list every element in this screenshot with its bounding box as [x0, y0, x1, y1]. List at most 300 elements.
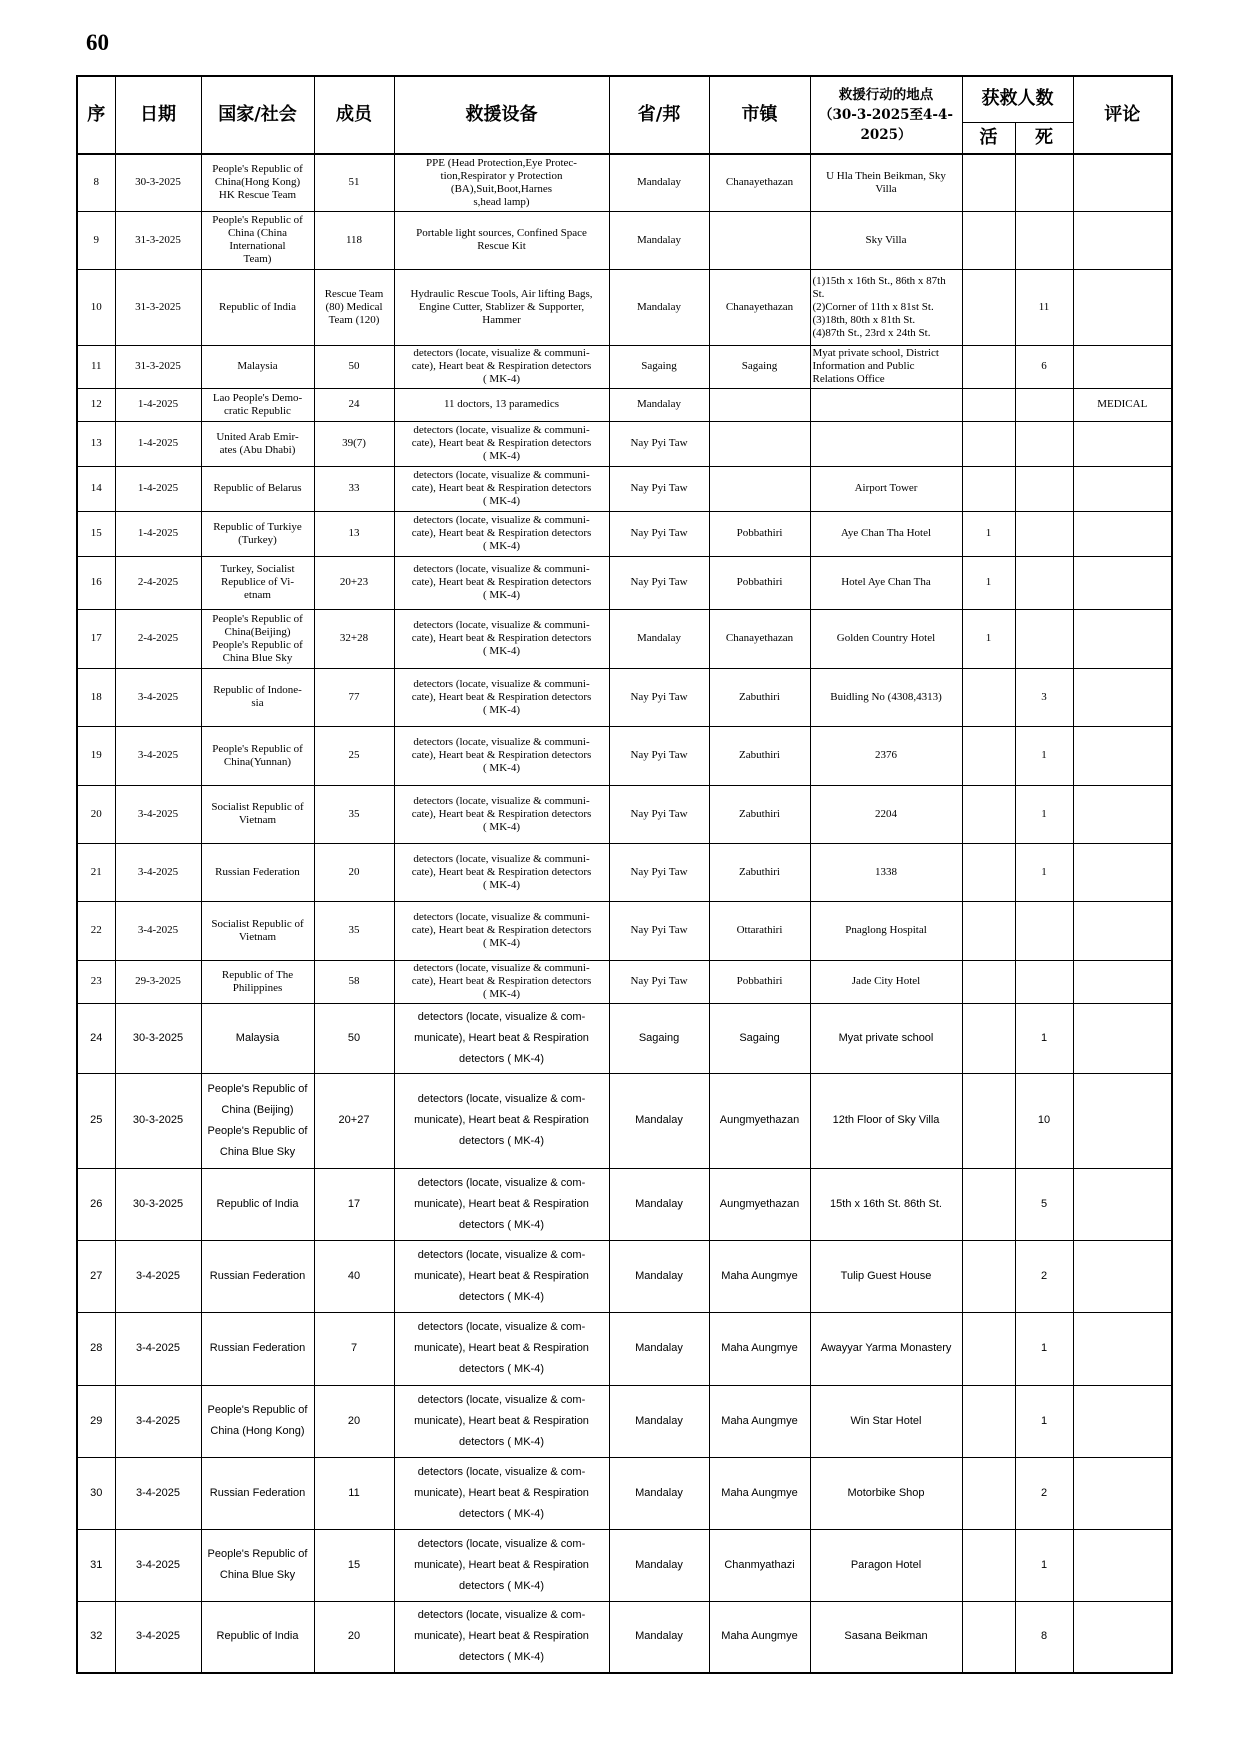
- table-row: [77, 1529, 1172, 1601]
- alive-cell: [962, 668, 1015, 726]
- location-cell: Myat private school: [810, 1003, 962, 1073]
- province-cell: Nay Pyi Taw: [609, 668, 709, 726]
- equipment-cell: detectors (locate, visualize & communi- cate), Heart beat & Respiration detectors ( MK-4): [394, 345, 609, 388]
- members-cell: 25: [314, 726, 394, 785]
- town-cell: Maha Aungmye: [709, 1312, 810, 1385]
- town-cell: Ottarathiri: [709, 901, 810, 960]
- table-row: [77, 1312, 1172, 1385]
- town-cell: Chanayethazan: [709, 269, 810, 345]
- remarks-cell: [1073, 726, 1172, 785]
- town-cell: Aungmyethazan: [709, 1073, 810, 1168]
- remarks-cell: [1073, 345, 1172, 388]
- table-row: [77, 154, 1172, 211]
- members-cell: 50: [314, 345, 394, 388]
- country-cell: Russian Federation: [201, 1457, 314, 1529]
- province-cell: Sagaing: [609, 345, 709, 388]
- province-cell: Mandalay: [609, 1529, 709, 1601]
- header-seq: 序: [77, 76, 115, 154]
- remarks-cell: [1073, 1312, 1172, 1385]
- seq-cell: 28: [77, 1312, 115, 1385]
- table-row: [77, 1240, 1172, 1312]
- remarks-cell: MEDICAL: [1073, 388, 1172, 421]
- date-cell: 1-4-2025: [115, 421, 201, 466]
- country-cell: United Arab Emir- ates (Abu Dhabi): [201, 421, 314, 466]
- town-cell: Pobbathiri: [709, 511, 810, 556]
- equipment-cell: detectors (locate, visualize & communi- cate), Heart beat & Respiration detectors ( MK-4): [394, 511, 609, 556]
- town-cell: Chanmyathazi: [709, 1529, 810, 1601]
- table-row: [77, 388, 1172, 421]
- equipment-cell: detectors (locate, visualize & communi- cate), Heart beat & Respiration detectors ( MK-4): [394, 960, 609, 1003]
- table-row: [77, 1168, 1172, 1240]
- country-cell: People's Republic of China (China International Team): [201, 211, 314, 269]
- date-cell: 2-4-2025: [115, 609, 201, 668]
- dead-cell: [1015, 609, 1073, 668]
- date-cell: 31-3-2025: [115, 211, 201, 269]
- date-cell: 3-4-2025: [115, 785, 201, 843]
- members-cell: 7: [314, 1312, 394, 1385]
- country-cell: People's Republic of China(Yunnan): [201, 726, 314, 785]
- province-cell: Nay Pyi Taw: [609, 785, 709, 843]
- header-country: 国家/社会: [201, 76, 314, 154]
- date-cell: 30-3-2025: [115, 1003, 201, 1073]
- members-cell: 11: [314, 1457, 394, 1529]
- country-cell: Turkey, Socialist Republice of Vi- etnam: [201, 556, 314, 609]
- members-cell: 77: [314, 668, 394, 726]
- remarks-cell: [1073, 609, 1172, 668]
- equipment-cell: PPE (Head Protection,Eye Protec- tion,Respirator y Protection (BA),Suit,Boot,Harnes s,head lamp): [394, 154, 609, 211]
- seq-cell: 20: [77, 785, 115, 843]
- location-cell: 12th Floor of Sky Villa: [810, 1073, 962, 1168]
- equipment-cell: detectors (locate, visualize & com- municate), Heart beat & Respiration detectors ( MK-4): [394, 1529, 609, 1601]
- equipment-cell: detectors (locate, visualize & communi- cate), Heart beat & Respiration detectors ( MK-4): [394, 668, 609, 726]
- alive-cell: [962, 1168, 1015, 1240]
- location-cell: Airport Tower: [810, 466, 962, 511]
- header-province: 省/邦: [609, 76, 709, 154]
- table-row: [77, 466, 1172, 511]
- country-cell: Lao People's Demo- cratic Republic: [201, 388, 314, 421]
- alive-cell: [962, 843, 1015, 901]
- dead-cell: [1015, 421, 1073, 466]
- equipment-cell: detectors (locate, visualize & communi- cate), Heart beat & Respiration detectors ( MK-4): [394, 843, 609, 901]
- members-cell: 50: [314, 1003, 394, 1073]
- equipment-cell: detectors (locate, visualize & com- municate), Heart beat & Respiration detectors ( MK-4): [394, 1240, 609, 1312]
- members-cell: 20: [314, 843, 394, 901]
- equipment-cell: detectors (locate, visualize & communi- cate), Heart beat & Respiration detectors ( MK-4): [394, 466, 609, 511]
- province-cell: Nay Pyi Taw: [609, 843, 709, 901]
- table-row: [77, 1073, 1172, 1168]
- province-cell: Nay Pyi Taw: [609, 421, 709, 466]
- dead-cell: [1015, 511, 1073, 556]
- town-cell: Pobbathiri: [709, 960, 810, 1003]
- location-cell: 15th x 16th St. 86th St.: [810, 1168, 962, 1240]
- location-cell: Awayyar Yarma Monastery: [810, 1312, 962, 1385]
- equipment-cell: detectors (locate, visualize & communi- cate), Heart beat & Respiration detectors ( MK-4): [394, 421, 609, 466]
- remarks-cell: [1073, 511, 1172, 556]
- members-cell: 20+27: [314, 1073, 394, 1168]
- country-cell: Russian Federation: [201, 1312, 314, 1385]
- remarks-cell: [1073, 1385, 1172, 1457]
- members-cell: Rescue Team (80) Medical Team (120): [314, 269, 394, 345]
- location-cell: [810, 421, 962, 466]
- remarks-cell: [1073, 421, 1172, 466]
- seq-cell: 19: [77, 726, 115, 785]
- seq-cell: 14: [77, 466, 115, 511]
- country-cell: Republic of Belarus: [201, 466, 314, 511]
- remarks-cell: [1073, 1168, 1172, 1240]
- members-cell: 58: [314, 960, 394, 1003]
- country-cell: People's Republic of China(Hong Kong) HK Rescue Team: [201, 154, 314, 211]
- table-row: [77, 668, 1172, 726]
- location-cell: Aye Chan Tha Hotel: [810, 511, 962, 556]
- town-cell: [709, 421, 810, 466]
- remarks-cell: [1073, 668, 1172, 726]
- seq-cell: 24: [77, 1003, 115, 1073]
- equipment-cell: detectors (locate, visualize & com- municate), Heart beat & Respiration detectors ( MK-4): [394, 1385, 609, 1457]
- table-row: [77, 785, 1172, 843]
- dead-cell: [1015, 388, 1073, 421]
- location-cell: Jade City Hotel: [810, 960, 962, 1003]
- remarks-cell: [1073, 960, 1172, 1003]
- date-cell: 31-3-2025: [115, 269, 201, 345]
- country-cell: Russian Federation: [201, 843, 314, 901]
- country-cell: Socialist Republic of Vietnam: [201, 901, 314, 960]
- table-row: [77, 269, 1172, 345]
- date-cell: 3-4-2025: [115, 1601, 201, 1673]
- seq-cell: 32: [77, 1601, 115, 1673]
- remarks-cell: [1073, 1601, 1172, 1673]
- members-cell: 33: [314, 466, 394, 511]
- alive-cell: 1: [962, 511, 1015, 556]
- remarks-cell: [1073, 154, 1172, 211]
- equipment-cell: detectors (locate, visualize & communi- cate), Heart beat & Respiration detectors ( MK-4): [394, 726, 609, 785]
- remarks-cell: [1073, 466, 1172, 511]
- seq-cell: 23: [77, 960, 115, 1003]
- members-cell: 15: [314, 1529, 394, 1601]
- dead-cell: 2: [1015, 1240, 1073, 1312]
- header-members: 成员: [314, 76, 394, 154]
- date-cell: 30-3-2025: [115, 1073, 201, 1168]
- date-cell: 3-4-2025: [115, 1240, 201, 1312]
- location-cell: Hotel Aye Chan Tha: [810, 556, 962, 609]
- town-cell: Chanayethazan: [709, 609, 810, 668]
- members-cell: 20+23: [314, 556, 394, 609]
- dead-cell: [1015, 466, 1073, 511]
- location-cell: Buidling No (4308,4313): [810, 668, 962, 726]
- alive-cell: [962, 1385, 1015, 1457]
- seq-cell: 10: [77, 269, 115, 345]
- alive-cell: [962, 1240, 1015, 1312]
- country-cell: People's Republic of China(Beijing) People's Republic of China Blue Sky: [201, 609, 314, 668]
- country-cell: Republic of Indone- sia: [201, 668, 314, 726]
- equipment-cell: detectors (locate, visualize & communi- cate), Heart beat & Respiration detectors ( MK-4): [394, 785, 609, 843]
- alive-cell: [962, 1529, 1015, 1601]
- alive-cell: [962, 345, 1015, 388]
- members-cell: 17: [314, 1168, 394, 1240]
- page-number: 60: [86, 30, 109, 55]
- equipment-cell: detectors (locate, visualize & com- municate), Heart beat & Respiration detectors ( MK-4): [394, 1457, 609, 1529]
- alive-cell: [962, 901, 1015, 960]
- table-row: [77, 960, 1172, 1003]
- equipment-cell: detectors (locate, visualize & communi- cate), Heart beat & Respiration detectors ( MK-4): [394, 556, 609, 609]
- dead-cell: 6: [1015, 345, 1073, 388]
- seq-cell: 8: [77, 154, 115, 211]
- dead-cell: 2: [1015, 1457, 1073, 1529]
- table-row: [77, 511, 1172, 556]
- alive-cell: [962, 421, 1015, 466]
- dead-cell: [1015, 154, 1073, 211]
- dead-cell: 1: [1015, 1312, 1073, 1385]
- table-row: [77, 556, 1172, 609]
- seq-cell: 15: [77, 511, 115, 556]
- province-cell: Mandalay: [609, 1168, 709, 1240]
- members-cell: 39(7): [314, 421, 394, 466]
- province-cell: Nay Pyi Taw: [609, 960, 709, 1003]
- province-cell: Mandalay: [609, 1385, 709, 1457]
- dead-cell: 1: [1015, 1003, 1073, 1073]
- alive-cell: [962, 960, 1015, 1003]
- town-cell: Maha Aungmye: [709, 1240, 810, 1312]
- equipment-cell: detectors (locate, visualize & com- municate), Heart beat & Respiration detectors ( MK-4): [394, 1168, 609, 1240]
- country-cell: Republic of India: [201, 1601, 314, 1673]
- country-cell: Malaysia: [201, 1003, 314, 1073]
- dead-cell: 1: [1015, 785, 1073, 843]
- date-cell: 3-4-2025: [115, 901, 201, 960]
- seq-cell: 17: [77, 609, 115, 668]
- date-cell: 3-4-2025: [115, 1529, 201, 1601]
- country-cell: Malaysia: [201, 345, 314, 388]
- town-cell: Sagaing: [709, 345, 810, 388]
- date-cell: 31-3-2025: [115, 345, 201, 388]
- location-cell: 2376: [810, 726, 962, 785]
- table-row: [77, 1385, 1172, 1457]
- seq-cell: 22: [77, 901, 115, 960]
- alive-cell: [962, 785, 1015, 843]
- dead-cell: 1: [1015, 726, 1073, 785]
- province-cell: Sagaing: [609, 1003, 709, 1073]
- remarks-cell: [1073, 901, 1172, 960]
- dead-cell: [1015, 211, 1073, 269]
- equipment-cell: Portable light sources, Confined Space Rescue Kit: [394, 211, 609, 269]
- table-row: [77, 1003, 1172, 1073]
- members-cell: 32+28: [314, 609, 394, 668]
- date-cell: 29-3-2025: [115, 960, 201, 1003]
- town-cell: [709, 388, 810, 421]
- location-cell: Motorbike Shop: [810, 1457, 962, 1529]
- town-cell: Chanayethazan: [709, 154, 810, 211]
- header-date: 日期: [115, 76, 201, 154]
- dead-cell: [1015, 556, 1073, 609]
- location-cell: Sasana Beikman: [810, 1601, 962, 1673]
- alive-cell: [962, 1601, 1015, 1673]
- province-cell: Mandalay: [609, 609, 709, 668]
- seq-cell: 25: [77, 1073, 115, 1168]
- date-cell: 3-4-2025: [115, 668, 201, 726]
- alive-cell: [962, 1312, 1015, 1385]
- header-town: 市镇: [709, 76, 810, 154]
- town-cell: Maha Aungmye: [709, 1457, 810, 1529]
- remarks-cell: [1073, 843, 1172, 901]
- date-cell: 3-4-2025: [115, 726, 201, 785]
- remarks-cell: [1073, 785, 1172, 843]
- dead-cell: 8: [1015, 1601, 1073, 1673]
- province-cell: Mandalay: [609, 269, 709, 345]
- table-header-row: [77, 76, 1172, 122]
- seq-cell: 21: [77, 843, 115, 901]
- members-cell: 118: [314, 211, 394, 269]
- table-row: [77, 421, 1172, 466]
- country-cell: People's Republic of China (Hong Kong): [201, 1385, 314, 1457]
- country-cell: Russian Federation: [201, 1240, 314, 1312]
- remarks-cell: [1073, 1003, 1172, 1073]
- alive-cell: [962, 154, 1015, 211]
- table-row: [77, 211, 1172, 269]
- dead-cell: 1: [1015, 1385, 1073, 1457]
- date-cell: 30-3-2025: [115, 1168, 201, 1240]
- table-row: [77, 345, 1172, 388]
- equipment-cell: detectors (locate, visualize & communi- cate), Heart beat & Respiration detectors ( MK-4): [394, 609, 609, 668]
- province-cell: Nay Pyi Taw: [609, 511, 709, 556]
- table-row: [77, 1457, 1172, 1529]
- province-cell: Nay Pyi Taw: [609, 466, 709, 511]
- date-cell: 3-4-2025: [115, 1457, 201, 1529]
- province-cell: Mandalay: [609, 154, 709, 211]
- date-cell: 1-4-2025: [115, 388, 201, 421]
- town-cell: [709, 211, 810, 269]
- country-cell: People's Republic of China (Beijing) People's Republic of China Blue Sky: [201, 1073, 314, 1168]
- province-cell: Mandalay: [609, 1240, 709, 1312]
- remarks-cell: [1073, 1529, 1172, 1601]
- members-cell: 35: [314, 901, 394, 960]
- date-cell: 3-4-2025: [115, 843, 201, 901]
- header-dead: 死: [1015, 122, 1073, 154]
- header-rescued: 获救人数: [962, 76, 1073, 122]
- header-remarks: 评论: [1073, 76, 1172, 154]
- alive-cell: [962, 466, 1015, 511]
- equipment-cell: detectors (locate, visualize & communi- cate), Heart beat & Respiration detectors ( MK-4): [394, 901, 609, 960]
- date-cell: 2-4-2025: [115, 556, 201, 609]
- country-cell: Republic of The Philippines: [201, 960, 314, 1003]
- location-cell: Sky Villa: [810, 211, 962, 269]
- equipment-cell: Hydraulic Rescue Tools, Air lifting Bags, Engine Cutter, Stablizer & Supporter, Hammer: [394, 269, 609, 345]
- town-cell: Sagaing: [709, 1003, 810, 1073]
- province-cell: Mandalay: [609, 388, 709, 421]
- alive-cell: [962, 1073, 1015, 1168]
- town-cell: Zabuthiri: [709, 726, 810, 785]
- province-cell: Nay Pyi Taw: [609, 556, 709, 609]
- members-cell: 13: [314, 511, 394, 556]
- remarks-cell: [1073, 556, 1172, 609]
- date-cell: 1-4-2025: [115, 466, 201, 511]
- dead-cell: 3: [1015, 668, 1073, 726]
- equipment-cell: detectors (locate, visualize & com- municate), Heart beat & Respiration detectors ( MK-4): [394, 1601, 609, 1673]
- location-cell: 1338: [810, 843, 962, 901]
- province-cell: Nay Pyi Taw: [609, 726, 709, 785]
- table-row: [77, 609, 1172, 668]
- date-cell: 3-4-2025: [115, 1385, 201, 1457]
- seq-cell: 9: [77, 211, 115, 269]
- table-row: [77, 843, 1172, 901]
- table-row: [77, 1601, 1172, 1673]
- dead-cell: 5: [1015, 1168, 1073, 1240]
- table-row: [77, 901, 1172, 960]
- country-cell: Socialist Republic of Vietnam: [201, 785, 314, 843]
- remarks-cell: [1073, 1073, 1172, 1168]
- location-cell: (1)15th x 16th St., 86th x 87th St. (2)Corner of 11th x 81st St. (3)18th, 80th x 81th St. (4)87th St., 23rd x 24th St.: [810, 269, 962, 345]
- remarks-cell: [1073, 269, 1172, 345]
- rescue-operations-table: [76, 75, 1173, 1674]
- province-cell: Mandalay: [609, 1312, 709, 1385]
- location-cell: U Hla Thein Beikman, Sky Villa: [810, 154, 962, 211]
- alive-cell: 1: [962, 556, 1015, 609]
- alive-cell: [962, 269, 1015, 345]
- seq-cell: 18: [77, 668, 115, 726]
- equipment-cell: detectors (locate, visualize & com- municate), Heart beat & Respiration detectors ( MK-4): [394, 1073, 609, 1168]
- location-cell: Tulip Guest House: [810, 1240, 962, 1312]
- equipment-cell: detectors (locate, visualize & com- municate), Heart beat & Respiration detectors ( MK-4): [394, 1312, 609, 1385]
- seq-cell: 26: [77, 1168, 115, 1240]
- province-cell: Mandalay: [609, 211, 709, 269]
- province-cell: Mandalay: [609, 1073, 709, 1168]
- alive-cell: [962, 1003, 1015, 1073]
- alive-cell: [962, 726, 1015, 785]
- province-cell: Nay Pyi Taw: [609, 901, 709, 960]
- town-cell: Maha Aungmye: [709, 1385, 810, 1457]
- dead-cell: 10: [1015, 1073, 1073, 1168]
- location-cell: Myat private school, District Information and Public Relations Office: [810, 345, 962, 388]
- town-cell: Zabuthiri: [709, 668, 810, 726]
- seq-cell: 29: [77, 1385, 115, 1457]
- seq-cell: 30: [77, 1457, 115, 1529]
- members-cell: 51: [314, 154, 394, 211]
- province-cell: Mandalay: [609, 1457, 709, 1529]
- town-cell: [709, 466, 810, 511]
- members-cell: 20: [314, 1601, 394, 1673]
- seq-cell: 13: [77, 421, 115, 466]
- date-cell: 30-3-2025: [115, 154, 201, 211]
- alive-cell: 1: [962, 609, 1015, 668]
- town-cell: Zabuthiri: [709, 843, 810, 901]
- alive-cell: [962, 388, 1015, 421]
- location-cell: [810, 388, 962, 421]
- alive-cell: [962, 211, 1015, 269]
- seq-cell: 16: [77, 556, 115, 609]
- header-equipment: 救援设备: [394, 76, 609, 154]
- header-alive: 活: [962, 122, 1015, 154]
- seq-cell: 27: [77, 1240, 115, 1312]
- members-cell: 24: [314, 388, 394, 421]
- town-cell: Zabuthiri: [709, 785, 810, 843]
- country-cell: Republic of Turkiye (Turkey): [201, 511, 314, 556]
- country-cell: Republic of India: [201, 269, 314, 345]
- location-cell: Golden Country Hotel: [810, 609, 962, 668]
- seq-cell: 12: [77, 388, 115, 421]
- town-cell: Aungmyethazan: [709, 1168, 810, 1240]
- dead-cell: 1: [1015, 843, 1073, 901]
- seq-cell: 11: [77, 345, 115, 388]
- remarks-cell: [1073, 1240, 1172, 1312]
- dead-cell: 11: [1015, 269, 1073, 345]
- seq-cell: 31: [77, 1529, 115, 1601]
- members-cell: 35: [314, 785, 394, 843]
- location-cell: Paragon Hotel: [810, 1529, 962, 1601]
- members-cell: 40: [314, 1240, 394, 1312]
- members-cell: 20: [314, 1385, 394, 1457]
- town-cell: Pobbathiri: [709, 556, 810, 609]
- town-cell: Maha Aungmye: [709, 1601, 810, 1673]
- remarks-cell: [1073, 1457, 1172, 1529]
- dead-cell: [1015, 960, 1073, 1003]
- equipment-cell: detectors (locate, visualize & com- municate), Heart beat & Respiration detectors ( MK-4): [394, 1003, 609, 1073]
